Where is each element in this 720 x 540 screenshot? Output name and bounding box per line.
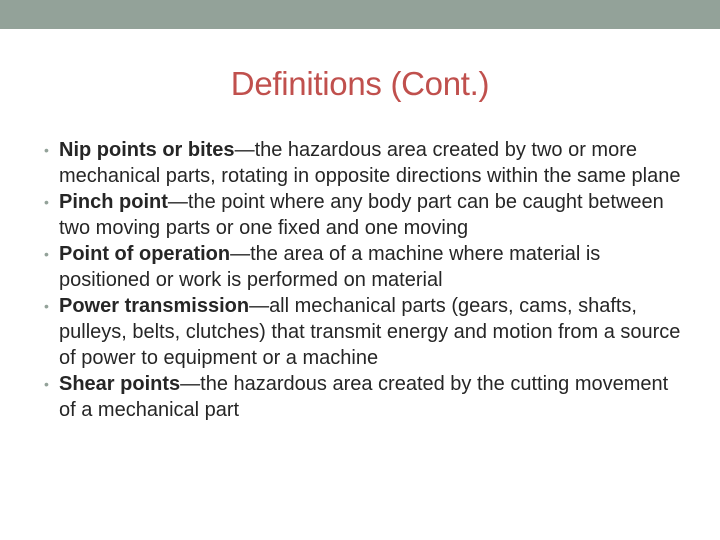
definition-term: Nip points or bites [59, 139, 235, 161]
bullet-icon: • [44, 298, 49, 314]
definition-term: Shear points [59, 373, 181, 395]
header-accent-bar [0, 0, 720, 29]
definition-list [44, 137, 684, 423]
definition-term: Pinch point [59, 191, 168, 213]
bullet-icon: • [44, 194, 49, 210]
definition-text: —all mechanical parts (gears, cams, shafts, pulleys, belts, clutches) that transmit energy and motion from a source of power to equipment or a machine [59, 295, 681, 369]
definition-text: —the hazardous area created by two or more mechanical parts, rotating in opposite directions within the same plane [59, 139, 681, 187]
definition-text: —the area of a machine where material is positioned or work is performed on material [59, 243, 601, 291]
definition-text: —the point where any body part can be caught between two moving parts or one fixed and one moving [59, 191, 664, 239]
definition-text: —the hazardous area created by the cutting movement of a mechanical part [59, 373, 669, 421]
definition-term: Power transmission [59, 295, 250, 317]
bullet-icon: • [44, 142, 49, 158]
definition-item [44, 189, 684, 241]
definition-item [44, 371, 684, 423]
bullet-icon: • [44, 246, 49, 262]
definition-item [44, 293, 684, 371]
definition-item [44, 137, 684, 189]
bullet-icon: • [44, 376, 49, 392]
slide-title: Definitions (Cont.) [230, 65, 490, 102]
definition-item [44, 241, 684, 293]
definition-term: Point of operation [59, 243, 231, 265]
